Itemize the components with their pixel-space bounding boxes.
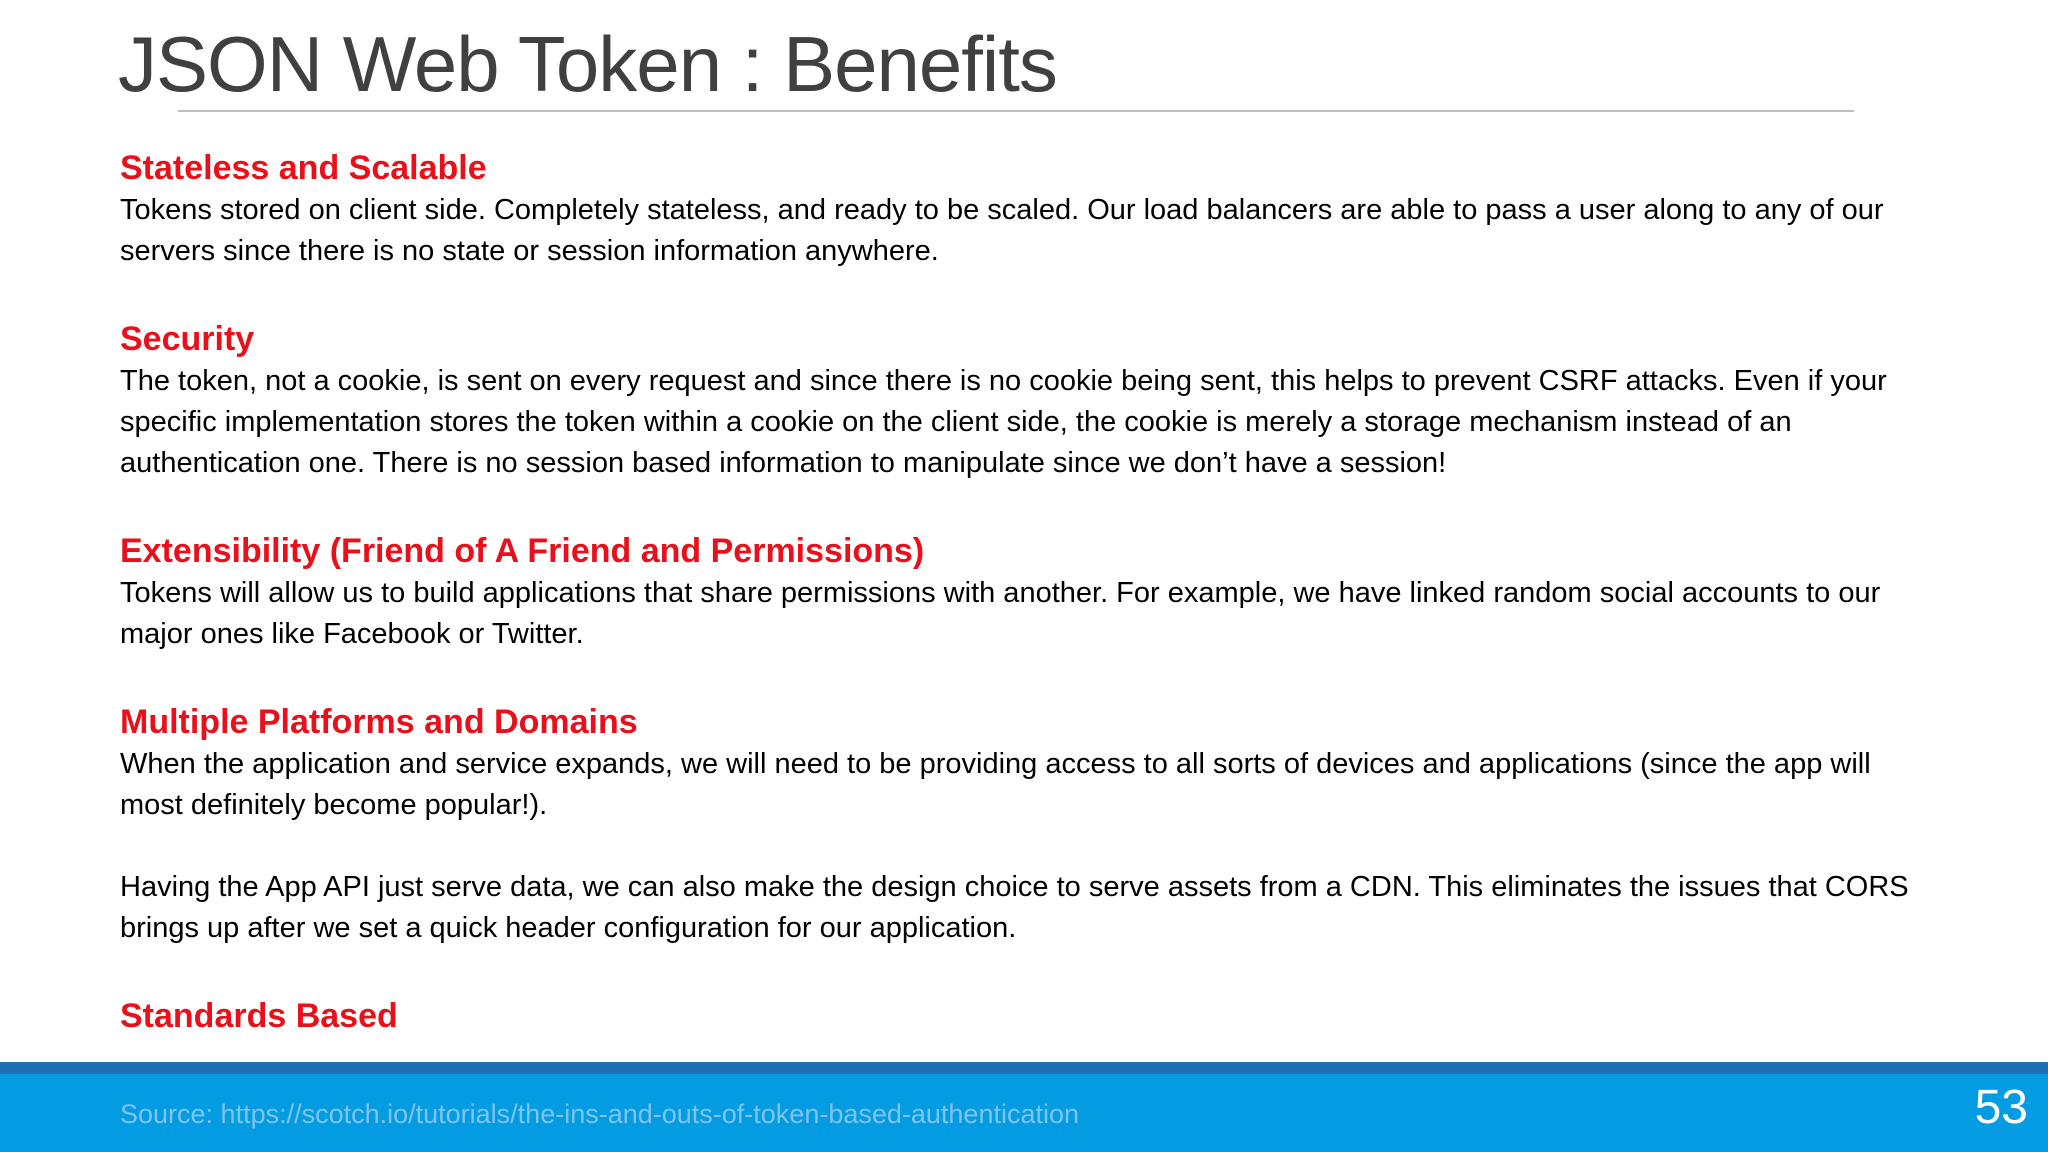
section-heading: Multiple Platforms and Domains <box>120 703 638 741</box>
section-platforms <box>120 700 1920 949</box>
section-paragraph: Tokens will allow us to build applications that share permissions with another. For example, we have linked random social accounts to our major ones like Facebook or Twitter. <box>120 577 1881 650</box>
section-extensibility <box>120 529 1920 655</box>
section-paragraph: Tokens stored on client side. Completely stateless, and ready to be scaled. Our load balancers are able to pass a user along to any of our servers since there is no state or session information anywhere. <box>120 194 1884 267</box>
section-paragraph: When the application and service expands, we will need to be providing access to all sorts of devices and applications (since the app will most definitely become popular!). <box>120 748 1871 821</box>
section-stateless <box>120 146 1920 272</box>
section-standards <box>120 994 1920 1038</box>
section-paragraph: The token, not a cookie, is sent on every request and since there is no cookie being sent, this helps to prevent CSRF attacks. Even if your specific implementation stores the token within a cookie on the client side, the cookie is merely a storage mechanism instead of an authentication one. There is no session based information to manipulate since we don’t have a session! <box>120 365 1887 479</box>
page-number: 53 <box>1974 1081 2028 1134</box>
slide-content <box>120 146 1920 1083</box>
title-divider <box>178 110 1854 112</box>
footer-accent-bar <box>0 1062 2048 1074</box>
slide-title: JSON Web Token : Benefits <box>118 20 1057 108</box>
section-paragraph: Having the App API just serve data, we can also make the design choice to serve assets from a CDN. This eliminates the issues that CORS brings up after we set a quick header configuration for our application. <box>120 871 1909 944</box>
section-heading: Standards Based <box>120 997 398 1035</box>
section-heading: Security <box>120 320 255 358</box>
section-security <box>120 317 1920 484</box>
section-heading: Extensibility (Friend of A Friend and Permissions) <box>120 532 925 570</box>
section-heading: Stateless and Scalable <box>120 149 487 187</box>
source-link[interactable]: Source: https://scotch.io/tutorials/the-ins-and-outs-of-token-based-authentication <box>120 1099 1080 1129</box>
